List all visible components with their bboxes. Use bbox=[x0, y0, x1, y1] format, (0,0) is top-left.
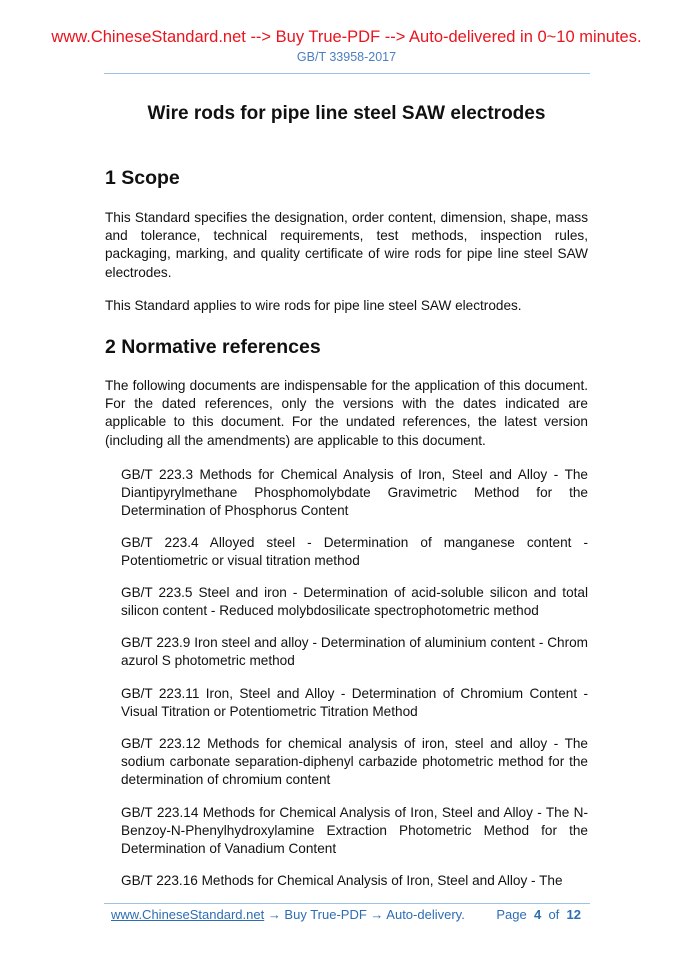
paragraph: This Standard specifies the designation, order content, dimension, shape, mass and tolerance, technical requirements, test methods, inspection rules, packaging, marking, and quality certificate of wire rods for pipe line steel SAW electrodes. bbox=[105, 210, 588, 280]
footer bbox=[111, 907, 581, 922]
footer-link[interactable]: www.ChineseStandard.net bbox=[111, 907, 265, 922]
paragraph: This Standard applies to wire rods for pipe line steel SAW electrodes. bbox=[105, 298, 522, 313]
page-indicator bbox=[496, 907, 581, 922]
promo-banner[interactable]: www.ChineseStandard.net --> Buy True-PDF --> Auto-delivered in 0~10 minutes. bbox=[51, 28, 642, 46]
current-page: 4 bbox=[533, 907, 542, 922]
reference-item: GB/T 223.3 Methods for Chemical Analysis of Iron, Steel and Alloy - The Diantipyrylmethane Phosphomolybdate Gravimetric Method for the Determination of Phosphorus Content bbox=[121, 467, 588, 519]
reference-item: GB/T 223.9 Iron steel and alloy - Determination of aluminium content - Chrom azurol S photometric method bbox=[121, 635, 588, 669]
standard-number: GB/T 33958-2017 bbox=[296, 50, 397, 64]
reference-item: GB/T 223.14 Methods for Chemical Analysis of Iron, Steel and Alloy - The N-Benzoy-N-Phenylhydroxylamine Extraction Photometric Method for the Determination of Vanadium Content bbox=[121, 805, 588, 857]
section-heading-scope: 1 Scope bbox=[105, 167, 180, 189]
header-divider bbox=[104, 73, 590, 74]
footer-divider bbox=[104, 903, 590, 904]
total-pages: 12 bbox=[566, 907, 581, 922]
document-title: Wire rods for pipe line steel SAW electrodes bbox=[147, 103, 546, 124]
reference-item: GB/T 223.12 Methods for chemical analysis of iron, steel and alloy - The sodium carbonate separation-diphenyl carbazide photometric method for the determination of chromium content bbox=[121, 736, 588, 788]
reference-item: GB/T 223.11 Iron, Steel and Alloy - Determination of Chromium Content - Visual Titration or Potentiometric Titration Method bbox=[121, 686, 588, 720]
section-heading-normative-references: 2 Normative references bbox=[105, 336, 321, 358]
footer-text: → Buy True-PDF → Auto-delivery. bbox=[264, 907, 465, 922]
paragraph: The following documents are indispensable for the application of this document. For the dated references, only the versions with the dates indicated are applicable to this document. For the undated references, the latest version (including all the amendments) are applicable to this document. bbox=[105, 378, 588, 448]
reference-item: GB/T 223.4 Alloyed steel - Determination of manganese content - Potentiometric or visual titration method bbox=[121, 535, 588, 569]
reference-item: GB/T 223.5 Steel and iron - Determination of acid-soluble silicon and total silicon content - Reduced molybdosilicate spectrophotometric method bbox=[121, 585, 588, 619]
of-label: of bbox=[548, 907, 560, 922]
page-label: Page bbox=[496, 907, 527, 922]
reference-item: GB/T 223.16 Methods for Chemical Analysis of Iron, Steel and Alloy - The bbox=[121, 873, 563, 888]
